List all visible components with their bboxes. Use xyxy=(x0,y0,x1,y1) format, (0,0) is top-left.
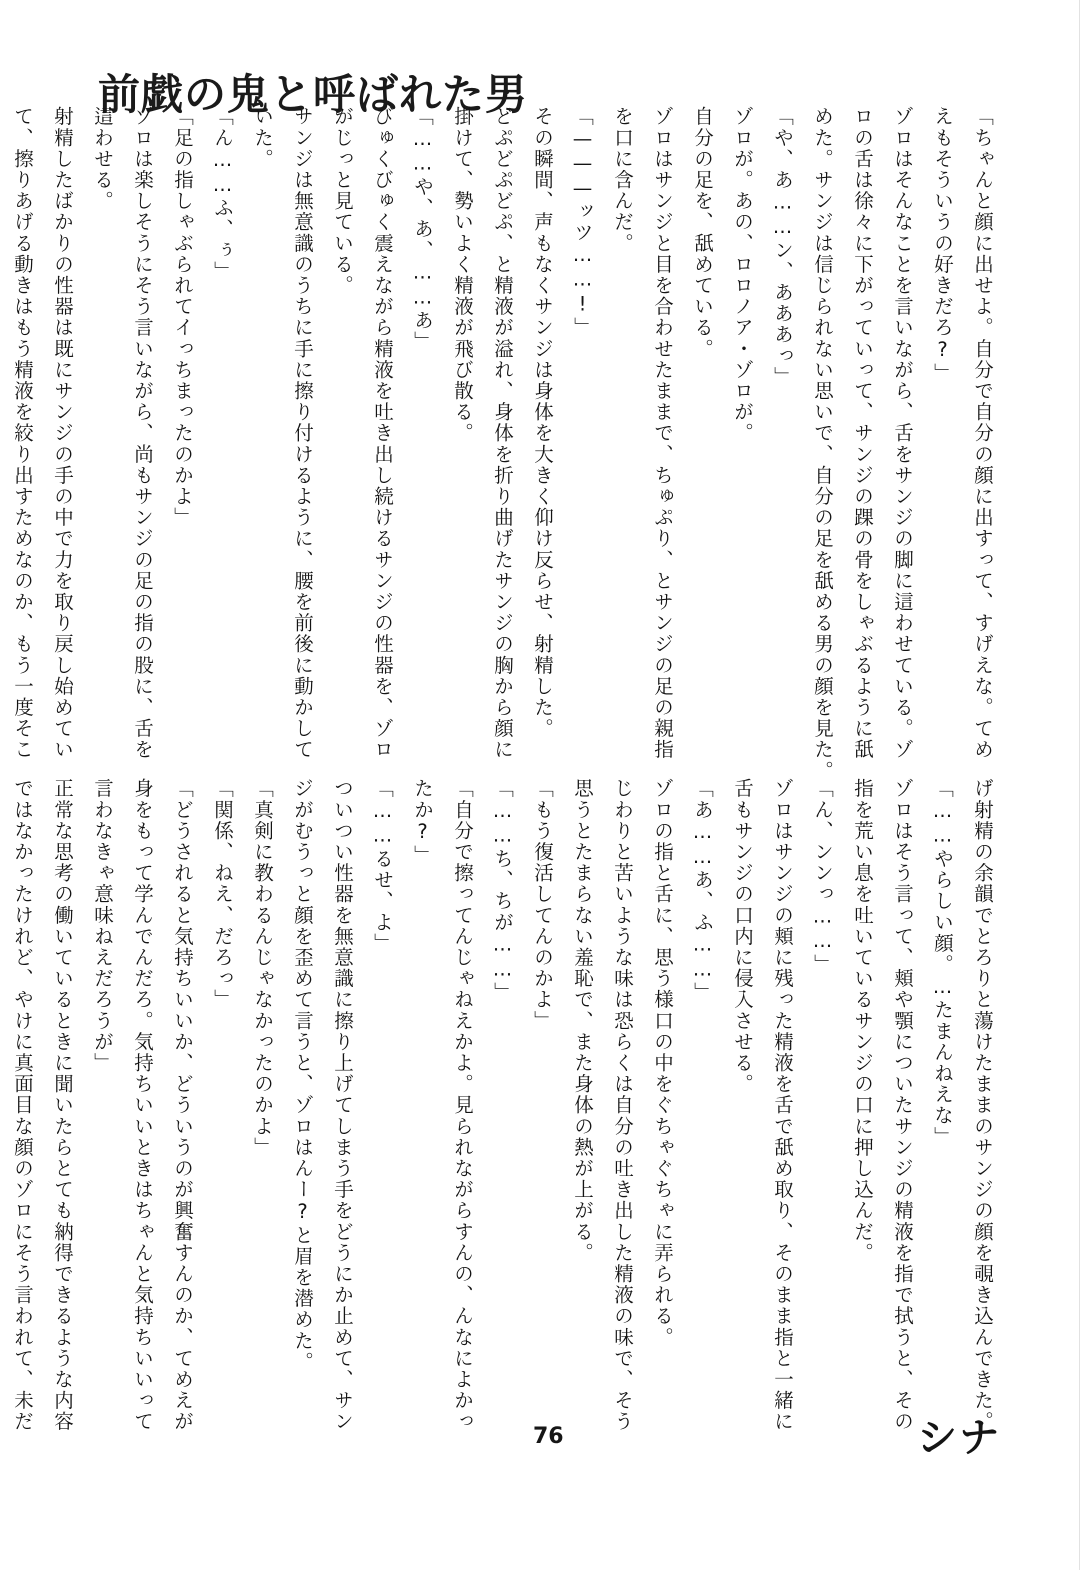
text-column: 思うとたまらない羞恥で、また身体の熱が上がる。 xyxy=(571,778,594,1264)
text-column: がじっと見ている。 xyxy=(331,106,354,296)
text-column: ロの舌は徐々に下がっていって、サンジの踝の骨をしゃぶるように舐 xyxy=(851,106,874,761)
text-column: 舌もサンジの口内に侵入させる。 xyxy=(731,778,754,1095)
text-column: 「ちゃんと顔に出せよ。自分で自分の顔に出すって、すげえな。てめ xyxy=(971,106,994,761)
text-column: ジがむうっと顔を歪めて言うと、ゾロはんー?と眉を潜めた。 xyxy=(291,778,314,1373)
text-column: 「ん、ンンっ……」 xyxy=(811,778,834,975)
text-column: 正常な思考の働いているときに聞いたらとても納得できるような内容 xyxy=(51,778,74,1433)
body-text-block-top xyxy=(11,106,994,782)
text-column: じわりと苦いような味は恐らくは自分の吐き出した精液の味で、そう xyxy=(611,778,634,1433)
text-column: 自分の足を、舐めている。 xyxy=(691,106,714,360)
text-column: 「自分で擦ってんじゃねえかよ。見られながらすんの、んなによかっ xyxy=(451,778,474,1433)
page-title: 前戯の鬼と呼ばれた男 xyxy=(98,70,529,120)
text-column: 「———ッツ……!」 xyxy=(571,106,594,338)
text-column: ついつい性器を無意識に擦り上げてしまう手をどうにか止めて、サン xyxy=(331,778,354,1433)
text-column: ゾロは楽しそうにそう言いながら、尚もサンジの足の指の股に、舌を xyxy=(131,106,154,761)
text-column: 「……やらしい顔。…たまんねえな」 xyxy=(931,778,954,1148)
text-column: 這わせる。 xyxy=(91,106,114,212)
text-column: たか?」 xyxy=(411,778,434,866)
text-column: サンジは無意識のうちに手に擦り付けるように、腰を前後に動かして xyxy=(291,106,314,761)
text-column: 射精したばかりの性器は既にサンジの手の中で力を取り戻し始めてい xyxy=(51,106,74,761)
text-column: 「関係、ねえ、だろっ」 xyxy=(211,778,234,1011)
body-text-block-bottom xyxy=(11,778,994,1433)
text-column: 「あ……あ、ふ……」 xyxy=(691,778,714,1003)
text-column: いた。 xyxy=(251,106,274,170)
text-column: びゅくびゅく震えながら精液を吐き出し続けるサンジの性器を、ゾロ xyxy=(371,106,394,761)
text-column: 「ん……ふ、ぅ」 xyxy=(211,106,234,282)
text-column: 言わなきゃ意味ねえだろうが」 xyxy=(91,778,114,1074)
text-column: 掛けて、勢いよく精液が飛び散る。 xyxy=(451,106,474,444)
text-column: 「どうされると気持ちいいか、どういうのが興奮すんのか、てめえが xyxy=(171,778,194,1433)
text-column: 「真剣に教わるんじゃなかったのかよ」 xyxy=(251,778,274,1158)
text-column: ゾロはサンジと目を合わせたままで、ちゅぷり、とサンジの足の親指 xyxy=(651,106,674,761)
corner-mark: シナ xyxy=(917,1415,1001,1461)
text-column: 指を荒い息を吐いているサンジの口に押し込んだ。 xyxy=(851,778,874,1264)
text-column: ゾロが。あの、ロロノア・ゾロが。 xyxy=(731,106,754,444)
text-column: げ射精の余韻でとろりと蕩けたままのサンジの顔を覗き込んできた。 xyxy=(971,778,994,1433)
text-column: ゾロはそんなことを言いながら、舌をサンジの脚に這わせている。ゾ xyxy=(891,106,914,761)
text-column: どぷどぷどぷ、と精液が溢れ、身体を折り曲げたサンジの胸から顔に xyxy=(491,106,514,761)
text-column: 「……や、あ、……あ」 xyxy=(411,106,434,353)
text-column: 身をもって学んでんだろ。気持ちいいときはちゃんと気持ちいいって xyxy=(131,778,154,1433)
text-column: ゾロはサンジの頬に残った精液を舌で舐め取り、そのまま指と一緒に xyxy=(771,778,794,1433)
text-column: 「……ち、ちが……」 xyxy=(491,778,514,1003)
page-number: 76 xyxy=(533,1424,564,1449)
text-column: ゾロはそう言って、頬や顎についたサンジの精液を指で拭うと、その xyxy=(891,778,914,1433)
text-column: その瞬間、声もなくサンジは身体を大きく仰け反らせ、射精した。 xyxy=(531,106,554,739)
text-column: ではなかったけれど、やけに真面目な顔のゾロにそう言われて、未だ xyxy=(11,778,34,1433)
text-column: 「……るせ、よ」 xyxy=(371,778,394,954)
text-column: めた。サンジは信じられない思いで、自分の足を舐める男の顔を見た。 xyxy=(811,106,834,782)
text-column: て、擦りあげる動きはもう精液を絞り出すためなのか、もう一度そこ xyxy=(11,106,34,761)
text-column: 「足の指しゃぶられてイっちまったのかよ」 xyxy=(171,106,194,528)
text-column: 「もう復活してんのかよ」 xyxy=(531,778,554,1032)
text-column: を口に含んだ。 xyxy=(611,106,634,254)
text-column: えもそういうの好きだろ?」 xyxy=(931,106,954,384)
text-column: ゾロの指と舌に、思う様口の中をぐちゃぐちゃに弄られる。 xyxy=(651,778,674,1348)
text-column: 「や、あ……ン、あああっ」 xyxy=(771,106,794,388)
